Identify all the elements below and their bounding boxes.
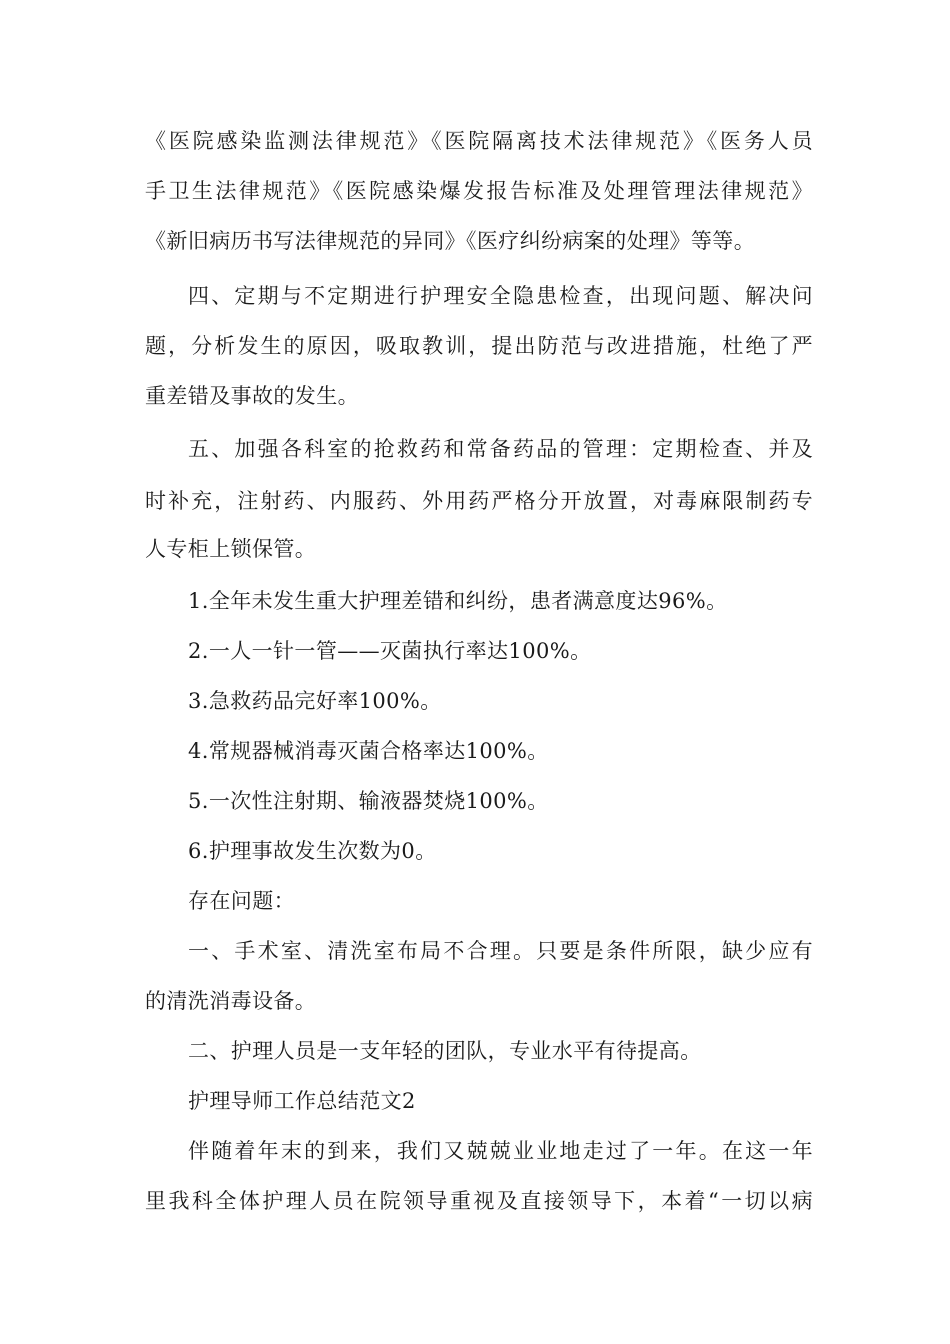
list-item: 3.急救药品完好率100%。 bbox=[188, 689, 442, 713]
section-heading: 存在问题： bbox=[188, 889, 295, 913]
text-line: 一、手术室、清洗室布局不合理。只要是条件所限，缺少应有 bbox=[188, 939, 813, 963]
list-item: 6.护理事故发生次数为0。 bbox=[188, 839, 437, 863]
list-item: 5.一次性注射期、输液器焚烧100%。 bbox=[188, 789, 549, 813]
article-title: 护理导师工作总结范文2 bbox=[188, 1089, 416, 1113]
list-item: 4.常规器械消毒灭菌合格率达100%。 bbox=[188, 739, 549, 763]
list-item: 2.一人一针一管——灭菌执行率达100%。 bbox=[188, 639, 592, 663]
text-line: 二、护理人员是一支年轻的团队，专业水平有待提高。 bbox=[188, 1039, 702, 1063]
text-line: 四、定期与不定期进行护理安全隐患检查，出现问题、解决问 bbox=[188, 284, 813, 308]
text-line: 的清洗消毒设备。 bbox=[145, 989, 317, 1013]
text-line: 手卫生法律规范》《医院感染爆发报告标准及处理管理法律规范》 bbox=[145, 179, 813, 203]
text-line: 重差错及事故的发生。 bbox=[145, 384, 359, 408]
text-line: 人专柜上锁保管。 bbox=[145, 537, 317, 561]
text-line: 里我科全体护理人员在院领导重视及直接领导下，本着“一切以病 bbox=[145, 1189, 813, 1213]
text-line: 题，分析发生的原因，吸取教训，提出防范与改进措施，杜绝了严 bbox=[145, 334, 813, 358]
text-line: 《新旧病历书写法律规范的异同》《医疗纠纷病案的处理》等等。 bbox=[145, 229, 756, 253]
text-line: 伴随着年末的到来，我们又兢兢业业地走过了一年。在这一年 bbox=[188, 1139, 813, 1163]
list-item: 1.全年未发生重大护理差错和纠纷，患者满意度达96%。 bbox=[188, 589, 728, 613]
text-line: 时补充，注射药、内服药、外用药严格分开放置，对毒麻限制药专 bbox=[145, 489, 813, 513]
text-line: 《医院感染监测法律规范》《医院隔离技术法律规范》《医务人员 bbox=[145, 129, 813, 153]
text-line: 五、加强各科室的抢救药和常备药品的管理：定期检查、并及 bbox=[188, 437, 813, 461]
